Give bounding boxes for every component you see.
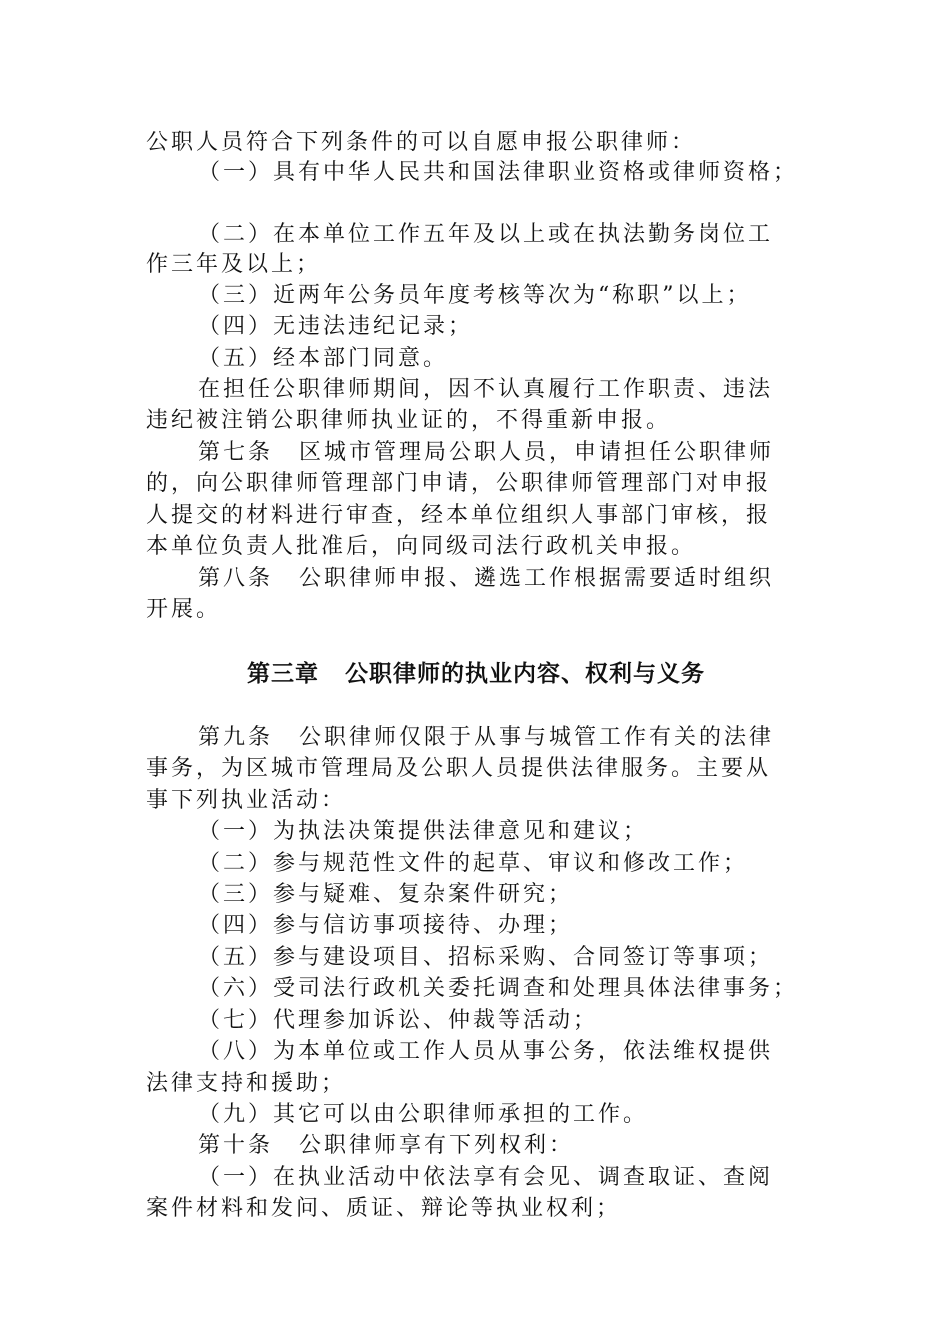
article-10-item-1-cont: 案件材料和发问、质证、辩论等执业权利； (146, 1196, 622, 1221)
article-9-item-7: （七）代理参加诉讼、仲裁等活动； (198, 1008, 599, 1033)
chapter-number: 第三章 (247, 661, 319, 687)
revocation-line-2: 违纪被注销公职律师执业证的，不得重新申报。 (146, 408, 672, 433)
condition-2-cont: 作三年及以上； (146, 252, 322, 277)
condition-1: （一）具有中华人民共和国法律职业资格或律师资格； (198, 160, 799, 185)
article-9-item-3: （三）参与疑难、复杂案件研究； (198, 882, 574, 907)
article-9-item-5: （五）参与建设项目、招标采购、合同签订等事项； (198, 945, 774, 970)
article-7-first-text: 区城市管理局公职人员，申请担任公职律师 (299, 440, 775, 465)
article-7-line-4: 本单位负责人批准后，向同级司法行政机关申报。 (146, 534, 697, 559)
article-9-first-text: 公职律师仅限于从事与城管工作有关的法律 (299, 725, 775, 750)
condition-3: （三）近两年公务员年度考核等次为“称职”以上； (198, 283, 752, 308)
article-10-number: 第十条 (198, 1133, 274, 1158)
intro-line: 公职人员符合下列条件的可以自愿申报公职律师： (146, 130, 697, 155)
article-9-item-8: （八）为本单位或工作人员从事公务，依法维权提供 (198, 1039, 774, 1064)
article-8-first-line (198, 564, 806, 594)
article-10-item-1: （一）在执业活动中依法享有会见、调查取证、查阅 (198, 1165, 774, 1190)
condition-2: （二）在本单位工作五年及以上或在执法勤务岗位工 (198, 222, 774, 247)
article-7-first-line (198, 438, 806, 468)
article-9-first-line (198, 723, 806, 753)
article-9-item-8-cont: 法律支持和援助； (146, 1071, 347, 1096)
article-7-line-3: 人提交的材料进行审查，经本单位组织人事部门审核，报 (146, 503, 772, 528)
article-7-line-2: 的，向公职律师管理部门申请，公职律师管理部门对申报 (146, 471, 772, 496)
article-9-item-2: （二）参与规范性文件的起草、审议和修改工作； (198, 851, 749, 876)
chapter-title: 公职律师的执业内容、权利与义务 (345, 661, 705, 687)
condition-4: （四）无违法违纪记录； (198, 314, 474, 339)
article-10-first-text: 公职律师享有下列权利： (299, 1133, 575, 1158)
article-9-number: 第九条 (198, 725, 274, 750)
article-9-line-2: 事务，为区城市管理局及公职人员提供法律服务。主要从 (146, 756, 772, 781)
condition-5: （五）经本部门同意。 (198, 346, 449, 371)
article-9-item-6: （六）受司法行政机关委托调查和处理具体法律事务； (198, 976, 799, 1001)
article-9-item-4: （四）参与信访事项接待、办理； (198, 913, 574, 938)
article-9-line-3: 事下列执业活动： (146, 788, 347, 813)
article-8-line-2: 开展。 (146, 597, 222, 622)
article-9-item-9: （九）其它可以由公职律师承担的工作。 (198, 1102, 649, 1127)
article-9-item-1: （一）为执法决策提供法律意见和建议； (198, 819, 649, 844)
article-10-first-line (198, 1131, 806, 1161)
article-8-number: 第八条 (198, 566, 274, 591)
article-8-first-text: 公职律师申报、遴选工作根据需要适时组织 (299, 566, 775, 591)
revocation-line-1: 在担任公职律师期间，因不认真履行工作职责、违法 (198, 377, 774, 402)
chapter-heading (146, 659, 806, 689)
article-7-number: 第七条 (198, 440, 274, 465)
